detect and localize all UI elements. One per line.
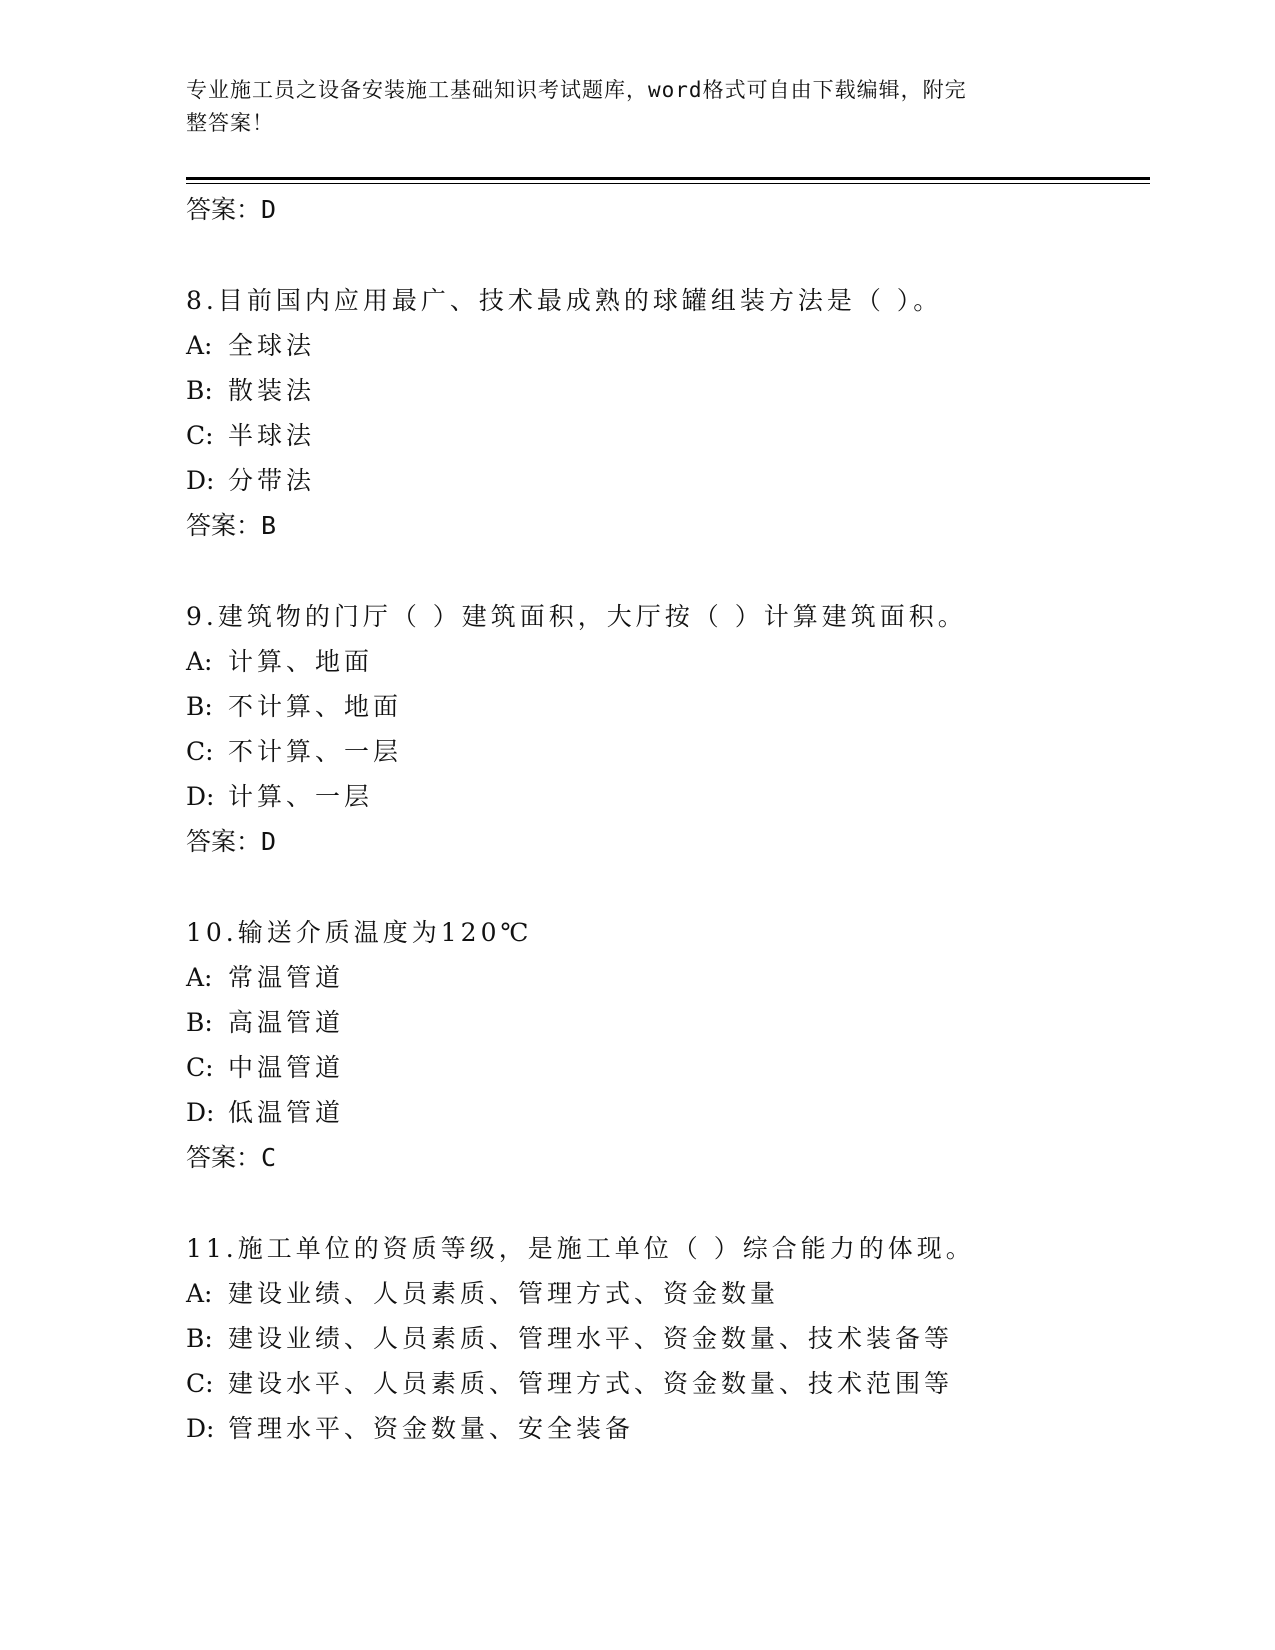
option-letter: C: xyxy=(186,737,214,766)
spacer xyxy=(186,864,1150,910)
option-text: 管理水平、资金数量、安全装备 xyxy=(228,1414,635,1443)
spacer xyxy=(186,548,1150,594)
option-letter: A: xyxy=(186,1279,213,1308)
option-letter: A: xyxy=(186,331,213,360)
option-text: 半球法 xyxy=(228,421,316,450)
answer-q9: 答案：D xyxy=(186,827,277,856)
option-d xyxy=(186,774,1150,819)
answer-q8: 答案：B xyxy=(186,511,277,540)
option-a xyxy=(186,1271,1150,1316)
option-text: 计算、地面 xyxy=(228,647,374,676)
option-c xyxy=(186,729,1150,774)
question-stem: 10.输送介质温度为120℃ xyxy=(186,918,533,947)
option-letter: D: xyxy=(186,782,215,811)
spacer xyxy=(186,232,1150,278)
option-d xyxy=(186,458,1150,503)
question-stem: 8.目前国内应用最广、技术最成熟的球罐组装方法是（ ）。 xyxy=(186,286,943,315)
option-letter: C: xyxy=(186,421,214,450)
option-b xyxy=(186,1316,1150,1361)
spacer xyxy=(186,1180,1150,1226)
option-c xyxy=(186,1361,1150,1406)
question-11 xyxy=(186,1226,1150,1451)
option-letter: B: xyxy=(186,376,213,405)
option-b xyxy=(186,368,1150,413)
option-letter: C: xyxy=(186,1369,214,1398)
question-10 xyxy=(186,910,1150,1180)
header-line-2: 整答案！ xyxy=(186,111,274,135)
option-b xyxy=(186,684,1150,729)
option-text: 建设水平、人员素质、管理方式、资金数量、技术范围等 xyxy=(228,1369,954,1398)
option-c xyxy=(186,1045,1150,1090)
option-letter: C: xyxy=(186,1053,214,1082)
option-b xyxy=(186,1000,1150,1045)
question-stem: 11.施工单位的资质等级，是施工单位（ ）综合能力的体现。 xyxy=(186,1234,975,1263)
option-c xyxy=(186,413,1150,458)
option-a xyxy=(186,639,1150,684)
option-text: 计算、一层 xyxy=(228,782,374,811)
option-text: 分带法 xyxy=(228,466,316,495)
option-d xyxy=(186,1090,1150,1135)
option-text: 散装法 xyxy=(228,376,316,405)
option-letter: A: xyxy=(186,963,213,992)
question-9 xyxy=(186,594,1150,864)
option-a xyxy=(186,323,1150,368)
answer-q10: 答案：C xyxy=(186,1143,277,1172)
header-rule-thin xyxy=(186,183,1150,184)
document-header xyxy=(186,74,1066,140)
option-letter: B: xyxy=(186,692,213,721)
option-text: 全球法 xyxy=(228,331,316,360)
answer-q7: 答案：D xyxy=(186,195,277,224)
option-text: 建设业绩、人员素质、管理水平、资金数量、技术装备等 xyxy=(228,1324,954,1353)
option-text: 不计算、一层 xyxy=(228,737,403,766)
header-line-1: 专业施工员之设备安装施工基础知识考试题库，word格式可自由下载编辑，附完 xyxy=(186,78,967,102)
option-letter: D: xyxy=(186,1098,215,1127)
option-text: 常温管道 xyxy=(228,963,345,992)
option-letter: D: xyxy=(186,466,215,495)
option-letter: A: xyxy=(186,647,213,676)
header-rule-thick xyxy=(186,177,1150,180)
option-letter: D: xyxy=(186,1414,215,1443)
option-text: 中温管道 xyxy=(228,1053,345,1082)
option-text: 高温管道 xyxy=(228,1008,345,1037)
option-text: 不计算、地面 xyxy=(228,692,403,721)
question-list xyxy=(186,187,1150,1451)
option-text: 建设业绩、人员素质、管理方式、资金数量 xyxy=(228,1279,780,1308)
question-8 xyxy=(186,278,1150,548)
option-letter: B: xyxy=(186,1008,213,1037)
question-stem: 9.建筑物的门厅（ ）建筑面积，大厅按（ ）计算建筑面积。 xyxy=(186,602,967,631)
option-letter: B: xyxy=(186,1324,213,1353)
option-text: 低温管道 xyxy=(228,1098,345,1127)
option-a xyxy=(186,955,1150,1000)
option-d xyxy=(186,1406,1150,1451)
